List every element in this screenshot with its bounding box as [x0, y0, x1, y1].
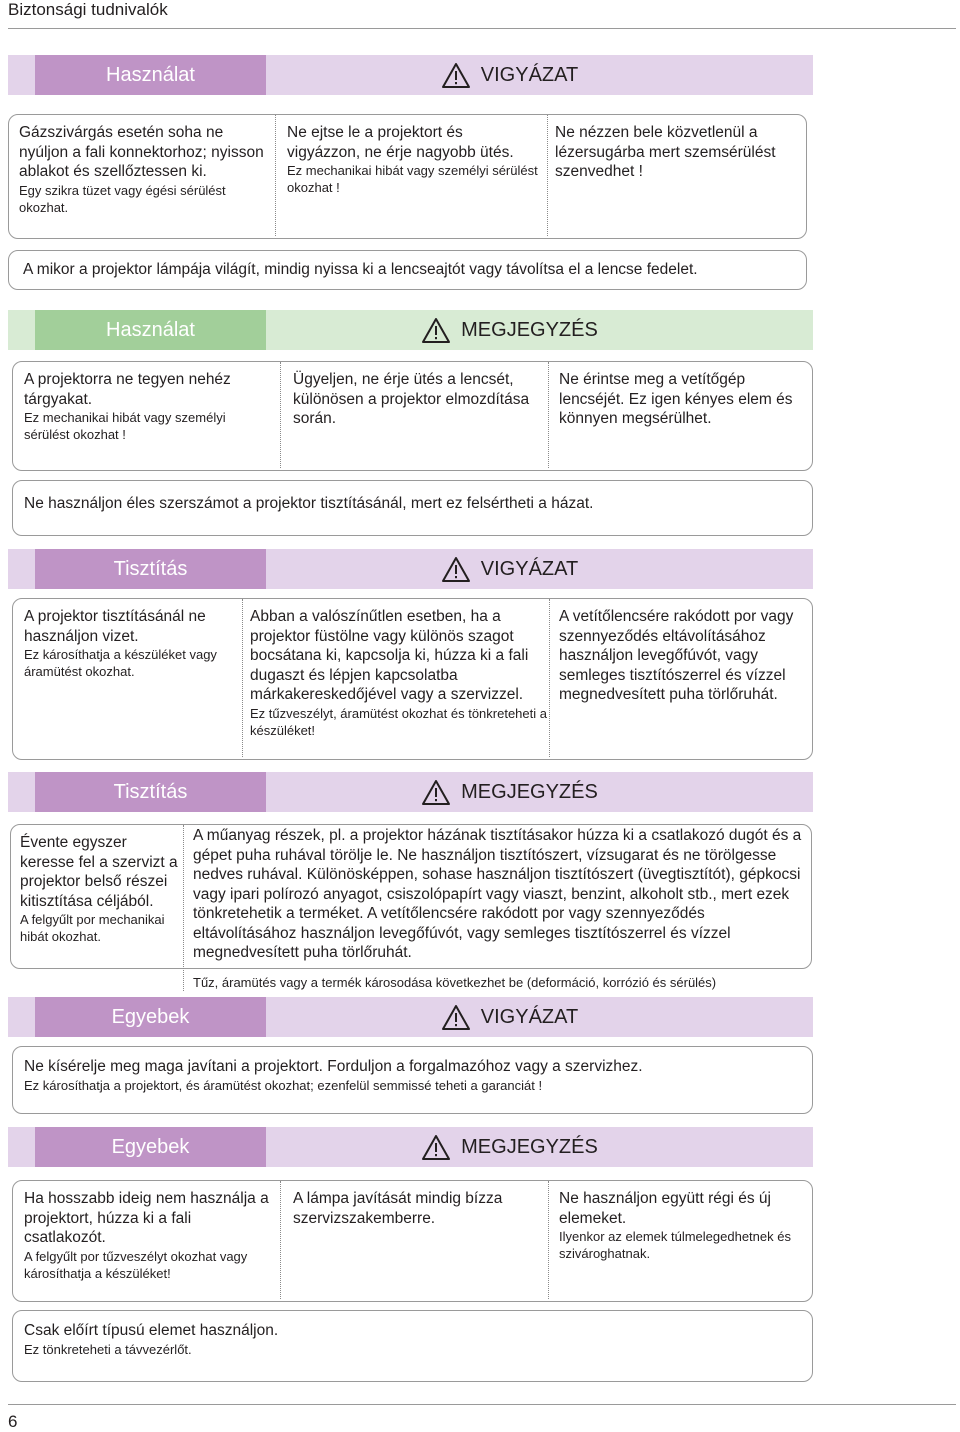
item-text: Ne használjon együtt régi és új elemeket.	[559, 1190, 771, 1227]
item-note: A felgyűlt por tűzveszélyt okozhat vagy károsíthatja a készüléket!	[24, 1248, 248, 1281]
column-divider	[548, 1181, 549, 1299]
item-note: Ez tönkreteheti a távvezérlőt.	[24, 1341, 192, 1357]
item-note: Tűz, áramütés vagy a termék károsodása következhet be (deformáció, korrózió és sérülés)	[193, 975, 717, 990]
item-note: A felgyűlt por mechanikai hibát okozhat.	[20, 912, 165, 944]
note-item	[24, 1189, 276, 1282]
note-item	[193, 826, 805, 990]
section-header-other-note	[8, 1127, 813, 1167]
caution-item	[555, 123, 800, 182]
column-divider	[280, 1181, 281, 1299]
warning-text: VIGYÁZAT	[480, 63, 579, 86]
item-text: A vetítőlencsére rakódott por vagy szennyeződés eltávolításához használjon levegőfúvót, vagy semleges tisztítószerrel és vízzel megnedvesített puha törlőruhát.	[559, 608, 794, 703]
item-text: A projektorra ne tegyen nehéz tárgyakat.	[24, 371, 231, 408]
note-box-wide	[12, 1310, 813, 1382]
warning-text: MEGJEGYZÉS	[461, 1135, 598, 1158]
item-note: Ilyenkor az elemek túlmelegedhetnek és szivároghatnak.	[559, 1229, 791, 1261]
page-number: 6	[8, 1412, 18, 1431]
warning-text: VIGYÁZAT	[480, 557, 579, 580]
note-item	[293, 1189, 543, 1228]
caution-item	[24, 1057, 804, 1094]
note-item	[559, 370, 801, 429]
column-divider	[183, 825, 184, 991]
caution-box	[8, 114, 807, 239]
note-item	[20, 833, 184, 945]
note-box	[12, 361, 813, 471]
item-text: Gázszivárgás esetén soha ne nyúljon a fali konnektorhoz; nyisson ablakot és szellőztessen ki.	[19, 124, 264, 180]
item-note: Ez mechanikai hibát vagy személyi sérülést okozhat !	[24, 410, 226, 442]
section-header-usage-note	[8, 310, 813, 350]
column-divider	[275, 115, 276, 236]
footer-rule	[8, 1404, 956, 1405]
caution-box-wide	[8, 250, 807, 290]
item-note: Ez károsíthatja a projektort, és áramütést okozhat; ezenfelül semmissé teheti a garanciát !	[24, 1077, 543, 1093]
section-warning	[266, 997, 813, 1037]
section-label: Tisztítás	[35, 549, 266, 589]
note-box	[12, 1180, 813, 1302]
item-text: Ne ejtse le a projektort és vigyázzon, ne érje nagyobb ütés.	[287, 124, 514, 161]
item-text: Évente egyszer keresse fel a szervizt a projektor belső részei kitisztítása céljából.	[20, 834, 178, 910]
item-text: Csak előírt típusú elemet használjon.	[24, 1322, 279, 1339]
warning-triangle-icon	[441, 1004, 471, 1031]
item-text: Ügyeljen, ne érje ütés a lencsét, különösen a projektor elmozdítása során.	[293, 371, 530, 427]
section-warning	[266, 310, 813, 350]
item-text: A műanyag részek, pl. a projektor házának tisztításakor húzza ki a csatlakozó dugót és a gépet puha ruhával törölje le. Ne használjon tisztítószert, vízsugarat és ne törölgesse nedves ruhával. Különösképpen, sohase használjon tisztítószert (üvegtisztítót), gépkocsi vagy ipari polírozó anyagot, csiszolópapírt vagy viaszt, benzint, alkoholt stb., mert ezek tönkretehetik a terméket. A vetítőlencsére rakódott por vagy szennyeződés eltávolításához használjon levegőfúvót, vagy semleges tisztítószerrel és vízzel megnedvesített puha törlőruhát.	[193, 827, 802, 961]
section-header-other-caution	[8, 997, 813, 1037]
item-note: Egy szikra tüzet vagy égési sérülést okozhat.	[19, 182, 226, 215]
note-box-wide	[12, 480, 813, 536]
column-divider	[549, 599, 550, 757]
item-text: Ne érintse meg a vetítőgép lencséjét. Ez igen kényes elem és könnyen megsérülhet.	[559, 371, 793, 427]
note-item	[24, 1321, 804, 1358]
page-title: Biztonsági tudnivalók	[8, 0, 168, 19]
section-label: Használat	[35, 55, 266, 95]
caution-item	[24, 607, 246, 680]
warning-text: MEGJEGYZÉS	[461, 780, 598, 803]
warning-triangle-icon	[421, 1134, 451, 1161]
column-divider	[548, 362, 549, 468]
column-divider	[280, 362, 281, 468]
caution-box	[12, 598, 813, 760]
item-note: Ez tűzveszélyt, áramütést okozhat és tönkreteheti a készüléket!	[250, 705, 547, 738]
warning-triangle-icon	[441, 62, 471, 89]
section-header-usage-caution	[8, 55, 813, 95]
item-text: Ne használjon éles szerszámot a projektor tisztításánál, mert ez felsértheti a házat.	[24, 495, 594, 512]
warning-text: VIGYÁZAT	[480, 1005, 579, 1028]
item-text: A projektor tisztításánál ne használjon vizet.	[24, 608, 206, 645]
section-label: Egyebek	[35, 997, 266, 1037]
note-item	[293, 370, 543, 429]
item-text: A lámpa javítását mindig bízza szervizszakemberre.	[293, 1190, 503, 1227]
section-warning	[266, 55, 813, 95]
section-label: Használat	[35, 310, 266, 350]
section-label: Egyebek	[35, 1127, 266, 1167]
item-text: Ha hosszabb ideig nem használja a projektort, húzza ki a fali csatlakozót.	[24, 1190, 269, 1246]
item-text: Abban a valószínűtlen esetben, ha a projektor füstölne vagy különös szagot bocsátana ki, kapcsolja ki, húzza ki a fali dugaszt és lépjen kapcsolatba márkakereskedőjével vagy a szervizzel.	[250, 608, 529, 703]
column-divider	[547, 115, 548, 236]
caution-item	[559, 607, 801, 705]
caution-item	[287, 123, 539, 196]
warning-text: MEGJEGYZÉS	[461, 318, 598, 341]
section-label: Tisztítás	[35, 772, 266, 812]
caution-item	[19, 123, 269, 216]
section-header-cleaning-caution	[8, 549, 813, 589]
caution-box-wide	[12, 1046, 813, 1114]
warning-triangle-icon	[441, 556, 471, 583]
item-note: Ez károsíthatja a készüléket vagy áramütést okozhat.	[24, 647, 217, 679]
note-item	[24, 370, 274, 443]
column-divider	[242, 599, 243, 757]
section-warning	[266, 772, 813, 812]
item-note: Ez mechanikai hibát vagy személyi sérülést okozhat !	[287, 163, 538, 195]
caution-item	[250, 607, 548, 739]
section-warning	[266, 1127, 813, 1167]
note-item	[559, 1189, 801, 1262]
section-warning	[266, 549, 813, 589]
warning-triangle-icon	[421, 317, 451, 344]
note-box	[10, 824, 812, 990]
warning-triangle-icon	[421, 779, 451, 806]
item-text: Ne nézzen bele közvetlenül a lézersugárba mert szemsérülést szenvedhet !	[555, 124, 776, 180]
item-text: Ne kísérelje meg maga javítani a projektort. Forduljon a forgalmazóhoz vagy a szervizhez.	[24, 1058, 643, 1075]
item-text: A mikor a projektor lámpája világít, mindig nyissa ki a lencseajtót vagy távolítsa el a lencse fedelet.	[23, 261, 698, 278]
header-rule	[8, 28, 956, 29]
section-header-cleaning-note	[8, 772, 813, 812]
